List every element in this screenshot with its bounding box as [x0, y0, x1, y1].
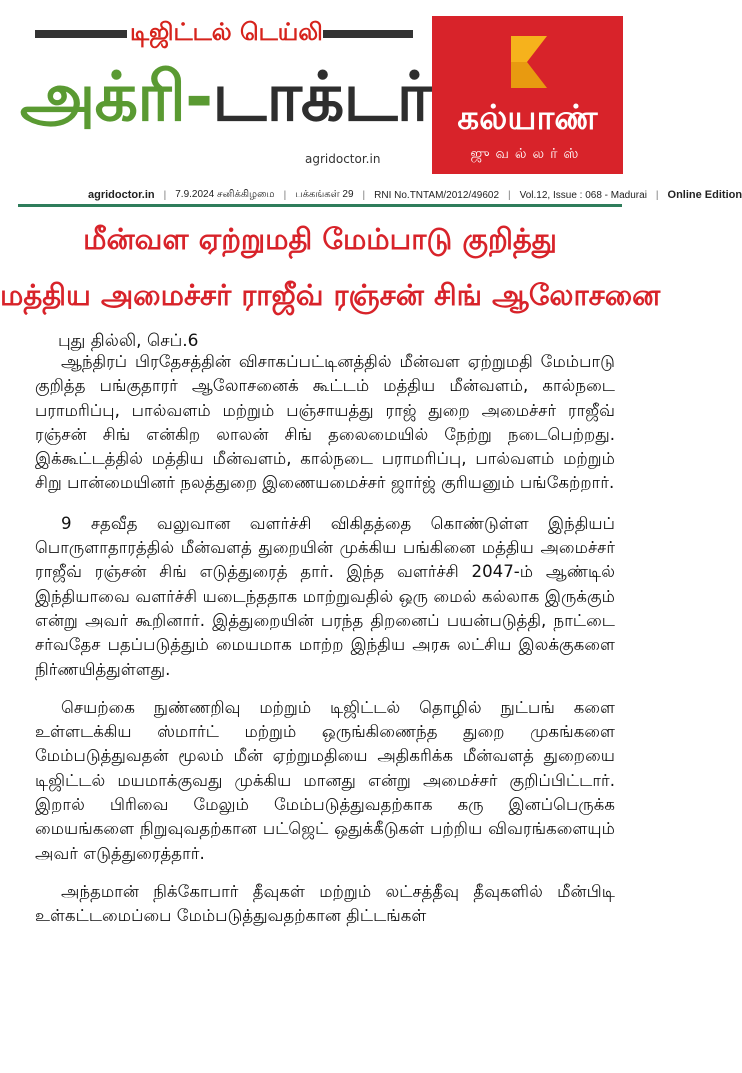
meta-separator: | [655, 189, 659, 201]
logo-part-doctor: டாக்டர் [212, 58, 432, 137]
article-paragraph: அந்தமான் நிக்கோபார் தீவுகள் மற்றும் லட்சத்தீவு தீவுகளில் மீன்பிடி உள்கட்டமைப்பை மேம்படுத்துவதற்கான திட்டங்கள் [35, 881, 615, 926]
masthead-logo [20, 58, 432, 137]
kalyan-jewellers-ad[interactable] [432, 16, 623, 174]
article-body [35, 350, 615, 943]
masthead-divider [18, 204, 622, 207]
tagline-bar-left [35, 30, 127, 38]
article-dateline: புது தில்லி, செப்.6 [58, 331, 199, 351]
headline-line-1: மீன்வள ஏற்றுமதி மேம்பாடு குறித்து [83, 222, 557, 256]
logo-part-agri: அக்ரி- [20, 58, 213, 137]
meta-date: 7.9.2024 சனிக்கிழமை [175, 189, 275, 200]
article-paragraph: ஆந்திரப் பிரதேசத்தின் விசாகப்பட்டினத்தில் மீன்வள ஏற்றுமதி மேம்பாடு குறித்த பங்குதாரர் ஆலோசனைக் கூட்டம் மத்திய மீன்வளம், கால்நடை பராமரிப்பு, பால்வளம் மற்றும் பஞ்சாயத்து ராஜ் துறை அமைச்சர் ராஜீவ் ரஞ்சன் சிங் என்கிற லாலன் சிங் தலைமையில் நேற்று நடைபெற்றது. இக்கூட்டத்தில் மத்திய மீன்வளம், கால்நடை பராமரிப்பு, பால்வளம் மற்றும் சிறு பான்மையினர் நலத்துறை இணையமைச்சர் ஜார்ஜ் குரியனும் பங்கேற்றார். [35, 352, 615, 493]
meta-rni: RNI No.TNTAM/2012/49602 [374, 189, 500, 201]
ad-subtitle: ஜுவல்லர்ஸ் [470, 146, 585, 162]
article-paragraph: செயற்கை நுண்ணறிவு மற்றும் டிஜிட்டல் தொழில் நுட்பங் களை உள்ளடக்கிய ஸ்மார்ட் மற்றும் ஒருங்கிணைந்த துறை முகங்களை மேம்படுத்துவதன் மூலம் மீன் ஏற்றுமதியை அதிகரிக்க மீன்வளத் துறையை டிஜிட்டல் மயமாக்குவது முக்கிய மானது என்று அமைச்சர் குறிப்பிட்டார். இறால் பிரிவை மேலும் மேம்படுத்துவதற்காக கரு இனப்பெருக்க மையங்களை நிறுவுவதற்கான பட்ஜெட் ஒதுக்கீடுகள் பற்றிய விவரங்களையும் அவர் எடுத்துரைத்தார். [35, 697, 615, 863]
meta-separator: | [508, 189, 511, 201]
headline-line-2: மத்திய அமைச்சர் ராஜீவ் ரஞ்சன் சிங் ஆலோசனை [0, 278, 661, 312]
meta-volume: Vol.12, Issue : 068 - Madurai [519, 189, 647, 201]
article-paragraph: 9 சதவீத வலுவான வளர்ச்சி விகிதத்தை கொண்டுள்ள இந்தியப் பொருளாதாரத்தில் மீன்வளத் துறையின் முக்கிய பங்கினை மத்திய அமைச்சர் ராஜீவ் ரஞ்சன் சிங் எடுத்துரைத் தார். இந்த வளர்ச்சி 2047-ம் ஆண்டில் இந்தியாவை வளர்ச்சி யடைந்ததாக மாற்றுவதில் ஒரு மைல் கல்லாக இருக்கும் என்று அவர் கூறினார். இத்துறையின் பரந்த திறனைப் பயன்படுத்தி, நாட்டை சர்வதேச பதப்படுத்தும் மையமாக மாற்ற இந்திய அரசு லட்சிய இலக்குகளை நிர்ணயித்துள்ளது. [35, 513, 615, 679]
meta-separator: | [362, 189, 366, 201]
masthead-tagline: டிஜிட்டல் டெய்லி [130, 18, 323, 46]
meta-site: agridoctor.in [88, 189, 155, 201]
kalyan-k-logo-icon [503, 32, 553, 92]
meta-separator: | [283, 189, 287, 201]
masthead-site-url: agridoctor.in [305, 152, 381, 166]
tagline-bar-right [323, 30, 413, 38]
meta-separator: | [163, 189, 167, 201]
issue-meta-strip [88, 185, 742, 205]
meta-pages: பக்கங்கள் 29 [295, 189, 354, 200]
ad-title: கல்யாண் [457, 98, 598, 138]
masthead [0, 0, 640, 178]
meta-edition: Online Edition [667, 189, 742, 201]
